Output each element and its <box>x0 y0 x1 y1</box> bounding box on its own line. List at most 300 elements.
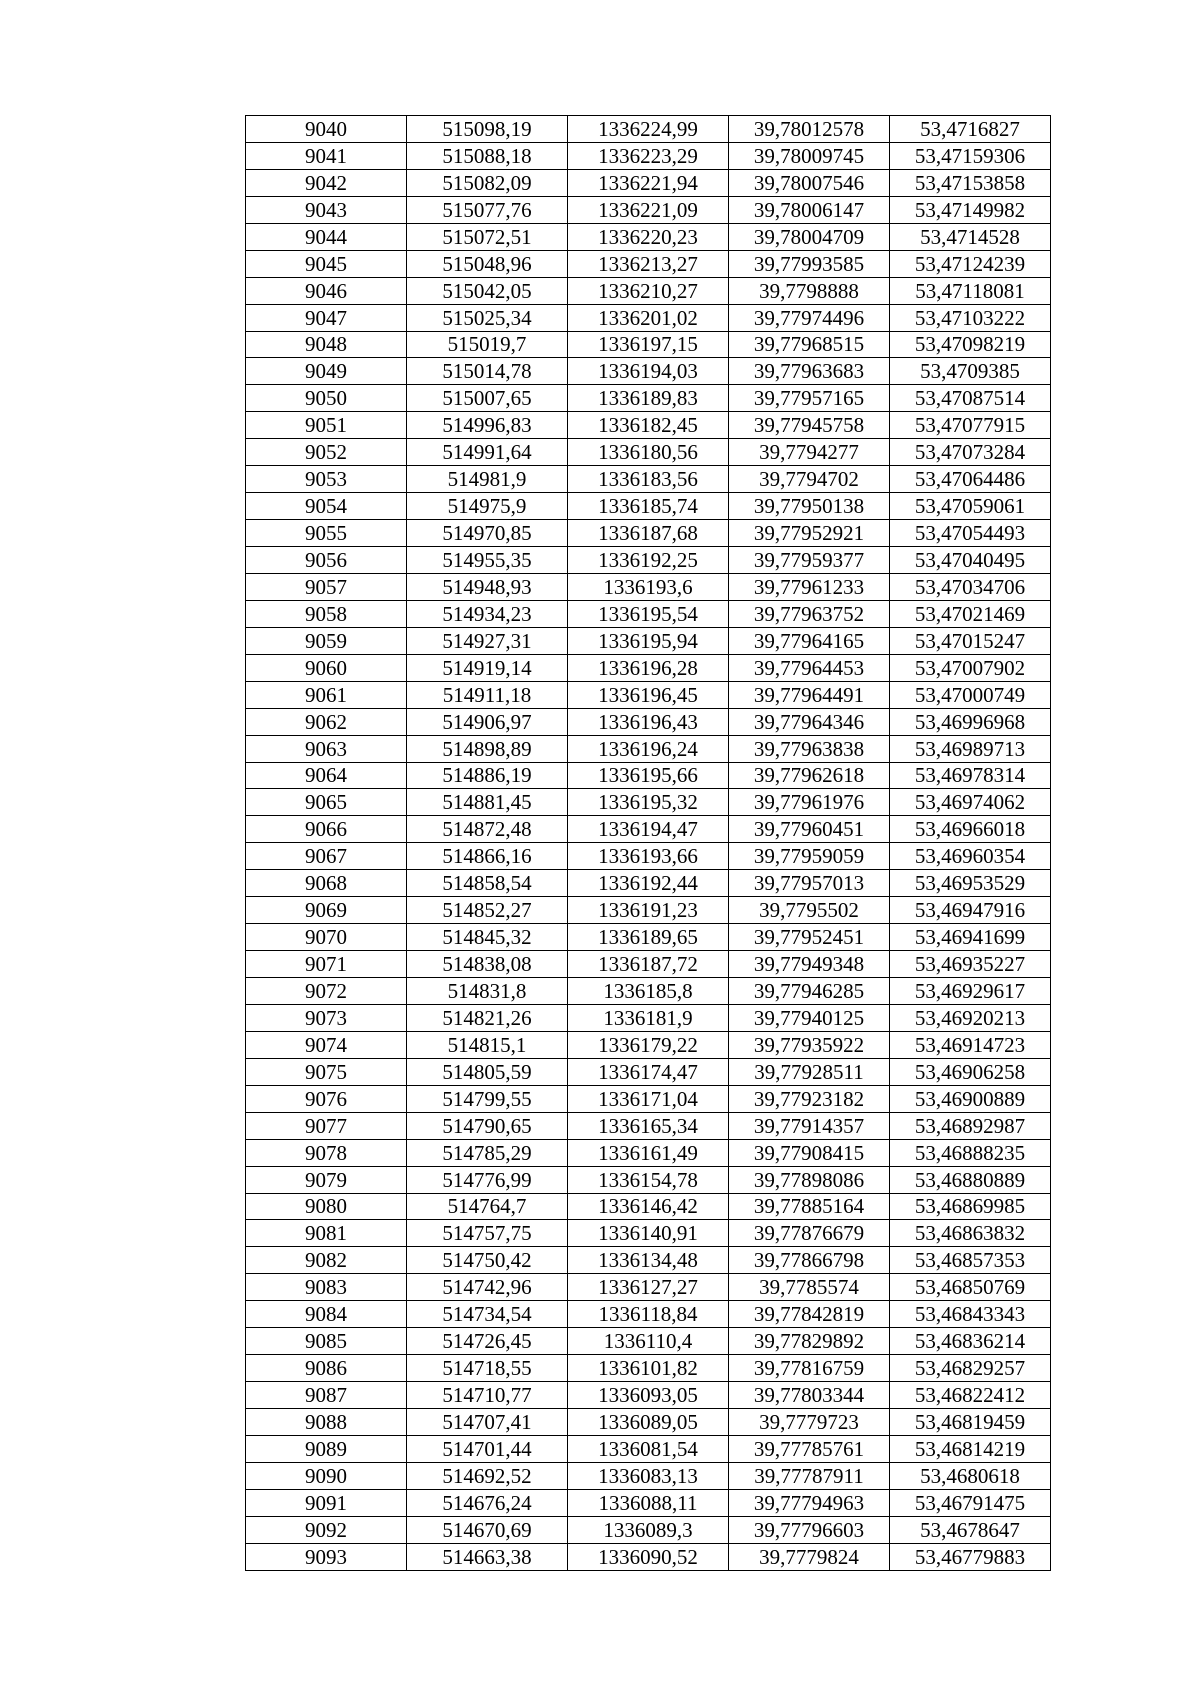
point-number-cell: 9041 <box>246 142 407 169</box>
latitude-cell: 53,46888235 <box>890 1139 1051 1166</box>
y-coordinate-cell: 1336196,24 <box>568 735 729 762</box>
longitude-cell: 39,77960451 <box>729 816 890 843</box>
latitude-cell: 53,4714528 <box>890 223 1051 250</box>
table-row <box>246 547 1051 574</box>
table-row <box>246 223 1051 250</box>
point-number-cell: 9078 <box>246 1139 407 1166</box>
longitude-cell: 39,7794702 <box>729 466 890 493</box>
x-coordinate-cell: 515019,7 <box>407 331 568 358</box>
point-number-cell: 9059 <box>246 627 407 654</box>
x-coordinate-cell: 514790,65 <box>407 1112 568 1139</box>
point-number-cell: 9084 <box>246 1301 407 1328</box>
x-coordinate-cell: 514911,18 <box>407 681 568 708</box>
longitude-cell: 39,77816759 <box>729 1355 890 1382</box>
longitude-cell: 39,77885164 <box>729 1193 890 1220</box>
longitude-cell: 39,77829892 <box>729 1328 890 1355</box>
point-number-cell: 9060 <box>246 654 407 681</box>
table-row <box>246 1328 1051 1355</box>
table-row <box>246 385 1051 412</box>
x-coordinate-cell: 515007,65 <box>407 385 568 412</box>
x-coordinate-cell: 515088,18 <box>407 142 568 169</box>
x-coordinate-cell: 514776,99 <box>407 1166 568 1193</box>
table-row <box>246 358 1051 385</box>
point-number-cell: 9043 <box>246 196 407 223</box>
y-coordinate-cell: 1336192,25 <box>568 547 729 574</box>
y-coordinate-cell: 1336127,27 <box>568 1274 729 1301</box>
table-row <box>246 142 1051 169</box>
y-coordinate-cell: 1336213,27 <box>568 250 729 277</box>
latitude-cell: 53,46892987 <box>890 1112 1051 1139</box>
longitude-cell: 39,77923182 <box>729 1085 890 1112</box>
point-number-cell: 9046 <box>246 277 407 304</box>
longitude-cell: 39,77794963 <box>729 1489 890 1516</box>
y-coordinate-cell: 1336193,66 <box>568 843 729 870</box>
latitude-cell: 53,46814219 <box>890 1435 1051 1462</box>
point-number-cell: 9049 <box>246 358 407 385</box>
longitude-cell: 39,77993585 <box>729 250 890 277</box>
x-coordinate-cell: 514886,19 <box>407 762 568 789</box>
y-coordinate-cell: 1336174,47 <box>568 1058 729 1085</box>
x-coordinate-cell: 515098,19 <box>407 116 568 143</box>
latitude-cell: 53,46947916 <box>890 897 1051 924</box>
latitude-cell: 53,47118081 <box>890 277 1051 304</box>
longitude-cell: 39,77928511 <box>729 1058 890 1085</box>
x-coordinate-cell: 514726,45 <box>407 1328 568 1355</box>
longitude-cell: 39,77964491 <box>729 681 890 708</box>
y-coordinate-cell: 1336189,83 <box>568 385 729 412</box>
latitude-cell: 53,47040495 <box>890 547 1051 574</box>
y-coordinate-cell: 1336101,82 <box>568 1355 729 1382</box>
table-row <box>246 681 1051 708</box>
table-row <box>246 1409 1051 1436</box>
x-coordinate-cell: 514955,35 <box>407 547 568 574</box>
point-number-cell: 9063 <box>246 735 407 762</box>
longitude-cell: 39,7795502 <box>729 897 890 924</box>
longitude-cell: 39,77964165 <box>729 627 890 654</box>
latitude-cell: 53,46960354 <box>890 843 1051 870</box>
table-row <box>246 1382 1051 1409</box>
latitude-cell: 53,46966018 <box>890 816 1051 843</box>
point-number-cell: 9064 <box>246 762 407 789</box>
longitude-cell: 39,77842819 <box>729 1301 890 1328</box>
x-coordinate-cell: 514852,27 <box>407 897 568 924</box>
latitude-cell: 53,46978314 <box>890 762 1051 789</box>
x-coordinate-cell: 514663,38 <box>407 1543 568 1570</box>
y-coordinate-cell: 1336195,94 <box>568 627 729 654</box>
table-row <box>246 708 1051 735</box>
latitude-cell: 53,47149982 <box>890 196 1051 223</box>
x-coordinate-cell: 514845,32 <box>407 924 568 951</box>
table-row <box>246 978 1051 1005</box>
latitude-cell: 53,47077915 <box>890 412 1051 439</box>
x-coordinate-cell: 514670,69 <box>407 1516 568 1543</box>
latitude-cell: 53,46996968 <box>890 708 1051 735</box>
point-number-cell: 9079 <box>246 1166 407 1193</box>
point-number-cell: 9071 <box>246 951 407 978</box>
latitude-cell: 53,46843343 <box>890 1301 1051 1328</box>
y-coordinate-cell: 1336221,94 <box>568 169 729 196</box>
point-number-cell: 9044 <box>246 223 407 250</box>
x-coordinate-cell: 514785,29 <box>407 1139 568 1166</box>
table-row <box>246 1058 1051 1085</box>
longitude-cell: 39,77963838 <box>729 735 890 762</box>
point-number-cell: 9045 <box>246 250 407 277</box>
table-row <box>246 1516 1051 1543</box>
x-coordinate-cell: 514866,16 <box>407 843 568 870</box>
table-row <box>246 762 1051 789</box>
x-coordinate-cell: 515025,34 <box>407 304 568 331</box>
table-row <box>246 1543 1051 1570</box>
table-row <box>246 573 1051 600</box>
longitude-cell: 39,77787911 <box>729 1462 890 1489</box>
latitude-cell: 53,46900889 <box>890 1085 1051 1112</box>
y-coordinate-cell: 1336195,32 <box>568 789 729 816</box>
x-coordinate-cell: 514692,52 <box>407 1462 568 1489</box>
latitude-cell: 53,46791475 <box>890 1489 1051 1516</box>
longitude-cell: 39,77964453 <box>729 654 890 681</box>
latitude-cell: 53,46819459 <box>890 1409 1051 1436</box>
longitude-cell: 39,77961976 <box>729 789 890 816</box>
x-coordinate-cell: 514906,97 <box>407 708 568 735</box>
y-coordinate-cell: 1336182,45 <box>568 412 729 439</box>
point-number-cell: 9081 <box>246 1220 407 1247</box>
longitude-cell: 39,77940125 <box>729 1004 890 1031</box>
y-coordinate-cell: 1336181,9 <box>568 1004 729 1031</box>
longitude-cell: 39,7798888 <box>729 277 890 304</box>
x-coordinate-cell: 515014,78 <box>407 358 568 385</box>
y-coordinate-cell: 1336185,8 <box>568 978 729 1005</box>
table-row <box>246 466 1051 493</box>
longitude-cell: 39,77952451 <box>729 924 890 951</box>
table-row <box>246 1085 1051 1112</box>
longitude-cell: 39,78007546 <box>729 169 890 196</box>
latitude-cell: 53,46920213 <box>890 1004 1051 1031</box>
longitude-cell: 39,77968515 <box>729 331 890 358</box>
x-coordinate-cell: 514981,9 <box>407 466 568 493</box>
latitude-cell: 53,46906258 <box>890 1058 1051 1085</box>
table-row <box>246 493 1051 520</box>
y-coordinate-cell: 1336180,56 <box>568 439 729 466</box>
point-number-cell: 9077 <box>246 1112 407 1139</box>
longitude-cell: 39,7779824 <box>729 1543 890 1570</box>
x-coordinate-cell: 515077,76 <box>407 196 568 223</box>
point-number-cell: 9048 <box>246 331 407 358</box>
table-row <box>246 412 1051 439</box>
y-coordinate-cell: 1336196,28 <box>568 654 729 681</box>
x-coordinate-cell: 514742,96 <box>407 1274 568 1301</box>
x-coordinate-cell: 514934,23 <box>407 600 568 627</box>
x-coordinate-cell: 514919,14 <box>407 654 568 681</box>
x-coordinate-cell: 515082,09 <box>407 169 568 196</box>
longitude-cell: 39,77866798 <box>729 1247 890 1274</box>
x-coordinate-cell: 514718,55 <box>407 1355 568 1382</box>
point-number-cell: 9042 <box>246 169 407 196</box>
latitude-cell: 53,46929617 <box>890 978 1051 1005</box>
point-number-cell: 9093 <box>246 1543 407 1570</box>
x-coordinate-cell: 514858,54 <box>407 870 568 897</box>
table-row <box>246 897 1051 924</box>
x-coordinate-cell: 514872,48 <box>407 816 568 843</box>
point-number-cell: 9053 <box>246 466 407 493</box>
y-coordinate-cell: 1336089,3 <box>568 1516 729 1543</box>
longitude-cell: 39,78009745 <box>729 142 890 169</box>
y-coordinate-cell: 1336220,23 <box>568 223 729 250</box>
x-coordinate-cell: 514710,77 <box>407 1382 568 1409</box>
point-number-cell: 9089 <box>246 1435 407 1462</box>
table-row <box>246 789 1051 816</box>
y-coordinate-cell: 1336223,29 <box>568 142 729 169</box>
point-number-cell: 9050 <box>246 385 407 412</box>
y-coordinate-cell: 1336093,05 <box>568 1382 729 1409</box>
x-coordinate-cell: 514757,75 <box>407 1220 568 1247</box>
y-coordinate-cell: 1336221,09 <box>568 196 729 223</box>
x-coordinate-cell: 514805,59 <box>407 1058 568 1085</box>
longitude-cell: 39,77796603 <box>729 1516 890 1543</box>
y-coordinate-cell: 1336146,42 <box>568 1193 729 1220</box>
y-coordinate-cell: 1336195,66 <box>568 762 729 789</box>
longitude-cell: 39,7785574 <box>729 1274 890 1301</box>
latitude-cell: 53,46914723 <box>890 1031 1051 1058</box>
table-row <box>246 654 1051 681</box>
table-row <box>246 1193 1051 1220</box>
longitude-cell: 39,77957013 <box>729 870 890 897</box>
latitude-cell: 53,47153858 <box>890 169 1051 196</box>
point-number-cell: 9055 <box>246 520 407 547</box>
y-coordinate-cell: 1336090,52 <box>568 1543 729 1570</box>
x-coordinate-cell: 514701,44 <box>407 1435 568 1462</box>
y-coordinate-cell: 1336140,91 <box>568 1220 729 1247</box>
longitude-cell: 39,77914357 <box>729 1112 890 1139</box>
table-row <box>246 116 1051 143</box>
latitude-cell: 53,46953529 <box>890 870 1051 897</box>
point-number-cell: 9073 <box>246 1004 407 1031</box>
x-coordinate-cell: 514838,08 <box>407 951 568 978</box>
table-row <box>246 1112 1051 1139</box>
latitude-cell: 53,46935227 <box>890 951 1051 978</box>
latitude-cell: 53,47007902 <box>890 654 1051 681</box>
y-coordinate-cell: 1336110,4 <box>568 1328 729 1355</box>
y-coordinate-cell: 1336183,56 <box>568 466 729 493</box>
table-row <box>246 1301 1051 1328</box>
point-number-cell: 9062 <box>246 708 407 735</box>
latitude-cell: 53,4709385 <box>890 358 1051 385</box>
point-number-cell: 9054 <box>246 493 407 520</box>
y-coordinate-cell: 1336196,45 <box>568 681 729 708</box>
latitude-cell: 53,47015247 <box>890 627 1051 654</box>
longitude-cell: 39,77959059 <box>729 843 890 870</box>
point-number-cell: 9075 <box>246 1058 407 1085</box>
latitude-cell: 53,46880889 <box>890 1166 1051 1193</box>
point-number-cell: 9068 <box>246 870 407 897</box>
latitude-cell: 53,47054493 <box>890 520 1051 547</box>
y-coordinate-cell: 1336179,22 <box>568 1031 729 1058</box>
point-number-cell: 9067 <box>246 843 407 870</box>
longitude-cell: 39,77935922 <box>729 1031 890 1058</box>
longitude-cell: 39,77959377 <box>729 547 890 574</box>
latitude-cell: 53,46989713 <box>890 735 1051 762</box>
latitude-cell: 53,47034706 <box>890 573 1051 600</box>
table-row <box>246 870 1051 897</box>
x-coordinate-cell: 515048,96 <box>407 250 568 277</box>
latitude-cell: 53,46850769 <box>890 1274 1051 1301</box>
y-coordinate-cell: 1336161,49 <box>568 1139 729 1166</box>
latitude-cell: 53,47159306 <box>890 142 1051 169</box>
y-coordinate-cell: 1336194,47 <box>568 816 729 843</box>
point-number-cell: 9052 <box>246 439 407 466</box>
point-number-cell: 9074 <box>246 1031 407 1058</box>
x-coordinate-cell: 514734,54 <box>407 1301 568 1328</box>
latitude-cell: 53,4716827 <box>890 116 1051 143</box>
point-number-cell: 9083 <box>246 1274 407 1301</box>
latitude-cell: 53,4680618 <box>890 1462 1051 1489</box>
x-coordinate-cell: 515042,05 <box>407 277 568 304</box>
y-coordinate-cell: 1336134,48 <box>568 1247 729 1274</box>
x-coordinate-cell: 514975,9 <box>407 493 568 520</box>
x-coordinate-cell: 514815,1 <box>407 1031 568 1058</box>
latitude-cell: 53,47124239 <box>890 250 1051 277</box>
longitude-cell: 39,77961233 <box>729 573 890 600</box>
longitude-cell: 39,77949348 <box>729 951 890 978</box>
table-row <box>246 600 1051 627</box>
latitude-cell: 53,46974062 <box>890 789 1051 816</box>
x-coordinate-cell: 514831,8 <box>407 978 568 1005</box>
y-coordinate-cell: 1336210,27 <box>568 277 729 304</box>
coordinates-table-body <box>246 116 1051 1571</box>
x-coordinate-cell: 514707,41 <box>407 1409 568 1436</box>
x-coordinate-cell: 514927,31 <box>407 627 568 654</box>
y-coordinate-cell: 1336193,6 <box>568 573 729 600</box>
y-coordinate-cell: 1336194,03 <box>568 358 729 385</box>
longitude-cell: 39,77876679 <box>729 1220 890 1247</box>
latitude-cell: 53,47059061 <box>890 493 1051 520</box>
table-row <box>246 951 1051 978</box>
longitude-cell: 39,77963683 <box>729 358 890 385</box>
y-coordinate-cell: 1336195,54 <box>568 600 729 627</box>
point-number-cell: 9056 <box>246 547 407 574</box>
table-row <box>246 1220 1051 1247</box>
y-coordinate-cell: 1336192,44 <box>568 870 729 897</box>
table-row <box>246 1274 1051 1301</box>
table-row <box>246 1031 1051 1058</box>
x-coordinate-cell: 514799,55 <box>407 1085 568 1112</box>
longitude-cell: 39,77785761 <box>729 1435 890 1462</box>
y-coordinate-cell: 1336185,74 <box>568 493 729 520</box>
latitude-cell: 53,47087514 <box>890 385 1051 412</box>
y-coordinate-cell: 1336201,02 <box>568 304 729 331</box>
table-row <box>246 277 1051 304</box>
table-row <box>246 1139 1051 1166</box>
table-row <box>246 304 1051 331</box>
y-coordinate-cell: 1336083,13 <box>568 1462 729 1489</box>
point-number-cell: 9085 <box>246 1328 407 1355</box>
x-coordinate-cell: 514991,64 <box>407 439 568 466</box>
point-number-cell: 9082 <box>246 1247 407 1274</box>
longitude-cell: 39,77962618 <box>729 762 890 789</box>
longitude-cell: 39,77946285 <box>729 978 890 1005</box>
x-coordinate-cell: 514764,7 <box>407 1193 568 1220</box>
latitude-cell: 53,46836214 <box>890 1328 1051 1355</box>
table-row <box>246 924 1051 951</box>
latitude-cell: 53,46829257 <box>890 1355 1051 1382</box>
point-number-cell: 9087 <box>246 1382 407 1409</box>
longitude-cell: 39,77974496 <box>729 304 890 331</box>
table-row <box>246 196 1051 223</box>
table-row <box>246 1435 1051 1462</box>
x-coordinate-cell: 514881,45 <box>407 789 568 816</box>
longitude-cell: 39,78012578 <box>729 116 890 143</box>
latitude-cell: 53,47098219 <box>890 331 1051 358</box>
table-row <box>246 1355 1051 1382</box>
latitude-cell: 53,46822412 <box>890 1382 1051 1409</box>
table-row <box>246 169 1051 196</box>
latitude-cell: 53,46779883 <box>890 1543 1051 1570</box>
x-coordinate-cell: 514821,26 <box>407 1004 568 1031</box>
y-coordinate-cell: 1336191,23 <box>568 897 729 924</box>
x-coordinate-cell: 515072,51 <box>407 223 568 250</box>
y-coordinate-cell: 1336196,43 <box>568 708 729 735</box>
table-row <box>246 843 1051 870</box>
y-coordinate-cell: 1336197,15 <box>568 331 729 358</box>
x-coordinate-cell: 514898,89 <box>407 735 568 762</box>
point-number-cell: 9076 <box>246 1085 407 1112</box>
latitude-cell: 53,46857353 <box>890 1247 1051 1274</box>
latitude-cell: 53,47073284 <box>890 439 1051 466</box>
y-coordinate-cell: 1336187,72 <box>568 951 729 978</box>
table-row <box>246 331 1051 358</box>
point-number-cell: 9092 <box>246 1516 407 1543</box>
point-number-cell: 9091 <box>246 1489 407 1516</box>
longitude-cell: 39,77963752 <box>729 600 890 627</box>
latitude-cell: 53,47064486 <box>890 466 1051 493</box>
longitude-cell: 39,77964346 <box>729 708 890 735</box>
table-row <box>246 250 1051 277</box>
point-number-cell: 9070 <box>246 924 407 951</box>
longitude-cell: 39,77803344 <box>729 1382 890 1409</box>
table-row <box>246 1004 1051 1031</box>
y-coordinate-cell: 1336187,68 <box>568 520 729 547</box>
y-coordinate-cell: 1336089,05 <box>568 1409 729 1436</box>
table-row <box>246 439 1051 466</box>
x-coordinate-cell: 514948,93 <box>407 573 568 600</box>
table-row <box>246 1247 1051 1274</box>
longitude-cell: 39,77950138 <box>729 493 890 520</box>
point-number-cell: 9051 <box>246 412 407 439</box>
x-coordinate-cell: 514750,42 <box>407 1247 568 1274</box>
point-number-cell: 9040 <box>246 116 407 143</box>
y-coordinate-cell: 1336154,78 <box>568 1166 729 1193</box>
point-number-cell: 9047 <box>246 304 407 331</box>
table-row <box>246 520 1051 547</box>
latitude-cell: 53,46869985 <box>890 1193 1051 1220</box>
point-number-cell: 9086 <box>246 1355 407 1382</box>
longitude-cell: 39,7779723 <box>729 1409 890 1436</box>
longitude-cell: 39,77945758 <box>729 412 890 439</box>
point-number-cell: 9066 <box>246 816 407 843</box>
point-number-cell: 9090 <box>246 1462 407 1489</box>
longitude-cell: 39,77908415 <box>729 1139 890 1166</box>
latitude-cell: 53,4678647 <box>890 1516 1051 1543</box>
latitude-cell: 53,46863832 <box>890 1220 1051 1247</box>
point-number-cell: 9088 <box>246 1409 407 1436</box>
longitude-cell: 39,77952921 <box>729 520 890 547</box>
longitude-cell: 39,77898086 <box>729 1166 890 1193</box>
point-number-cell: 9061 <box>246 681 407 708</box>
y-coordinate-cell: 1336189,65 <box>568 924 729 951</box>
point-number-cell: 9069 <box>246 897 407 924</box>
y-coordinate-cell: 1336118,84 <box>568 1301 729 1328</box>
y-coordinate-cell: 1336224,99 <box>568 116 729 143</box>
table-row <box>246 816 1051 843</box>
